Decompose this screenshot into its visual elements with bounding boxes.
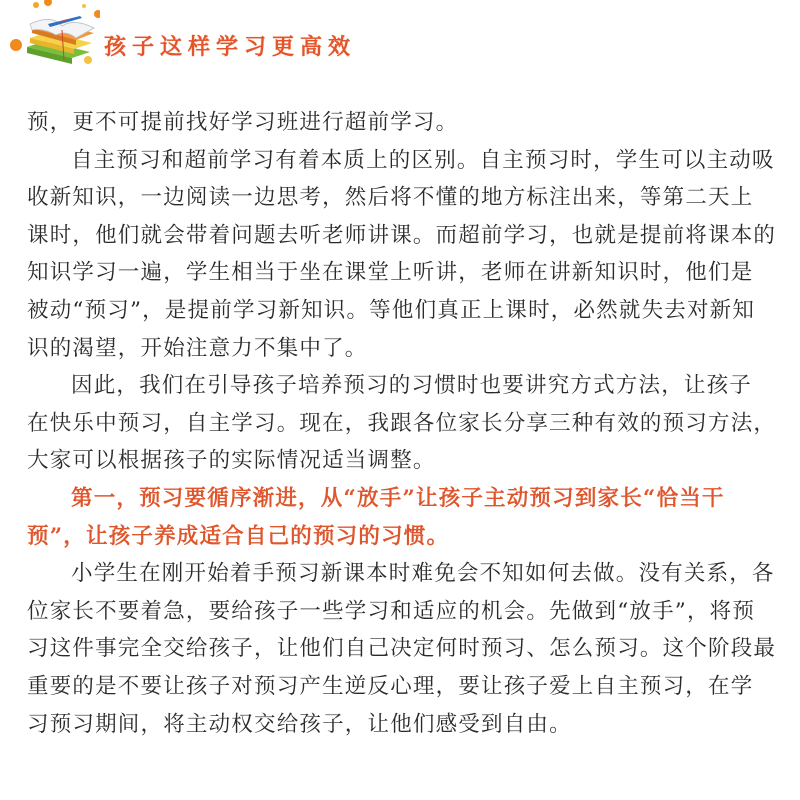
text-line: 知识学习一遍，学生相当于坐在课堂上听讲，老师在讲新知识时，他们是 bbox=[27, 260, 754, 286]
text-line: 课时，他们就会带着问题去听老师讲课。而超前学习，也就是提前将课本的 bbox=[27, 222, 777, 248]
text-line: 收新知识，一边阅读一边思考，然后将不懂的地方标注出来，等第二天上 bbox=[27, 185, 754, 211]
header-title: 孩子这样学习更高效 bbox=[104, 35, 357, 60]
document-body bbox=[27, 104, 777, 743]
text-line: 预，更不可提前找好学习班进行超前学习。 bbox=[27, 110, 459, 135]
highlight-text-line: 预”，让孩子养成适合自己的预习的习惯。 bbox=[27, 523, 450, 549]
text-line: 重要的是不要让孩子对预习产生逆反心理，要让孩子爱上自主预习，在学 bbox=[27, 673, 754, 699]
text-line: 位家长不要着急，要给孩子一些学习和适应的机会。先做到“放手”，将预 bbox=[27, 598, 756, 624]
text-line: 大家可以根据孩子的实际情况适当调整。 bbox=[27, 448, 436, 474]
text-line: 识的渴望，开始注意力不集中了。 bbox=[27, 335, 368, 361]
text-line: 习预习期间，将主动权交给孩子，让他们感受到自由。 bbox=[27, 711, 572, 737]
text-line: 被动“预习”，是提前学习新知识。等他们真正上课时，必然就失去对新知 bbox=[27, 297, 756, 323]
highlight-text-line: 第一，预习要循序渐进，从“放手”让孩子主动预习到家长“恰当干 bbox=[71, 485, 725, 511]
stacked-books-icon bbox=[10, 0, 100, 75]
text-line: 小学生在刚开始着手预习新课本时难免会不知如何去做。没有关系，各 bbox=[71, 561, 775, 587]
text-line: 因此，我们在引导孩子培养预习的习惯时也要讲究方式方法，让孩子 bbox=[71, 373, 753, 399]
text-line: 习这件事完全交给孩子，让他们自己决定何时预习、怎么预习。这个阶段最 bbox=[27, 636, 777, 662]
text-line: 在快乐中预习，自主学习。现在，我跟各位家长分享三种有效的预习方法， bbox=[27, 410, 777, 436]
text-line: 自主预习和超前学习有着本质上的区别。自主预习时，学生可以主动吸 bbox=[71, 147, 775, 173]
page-header bbox=[0, 0, 800, 95]
